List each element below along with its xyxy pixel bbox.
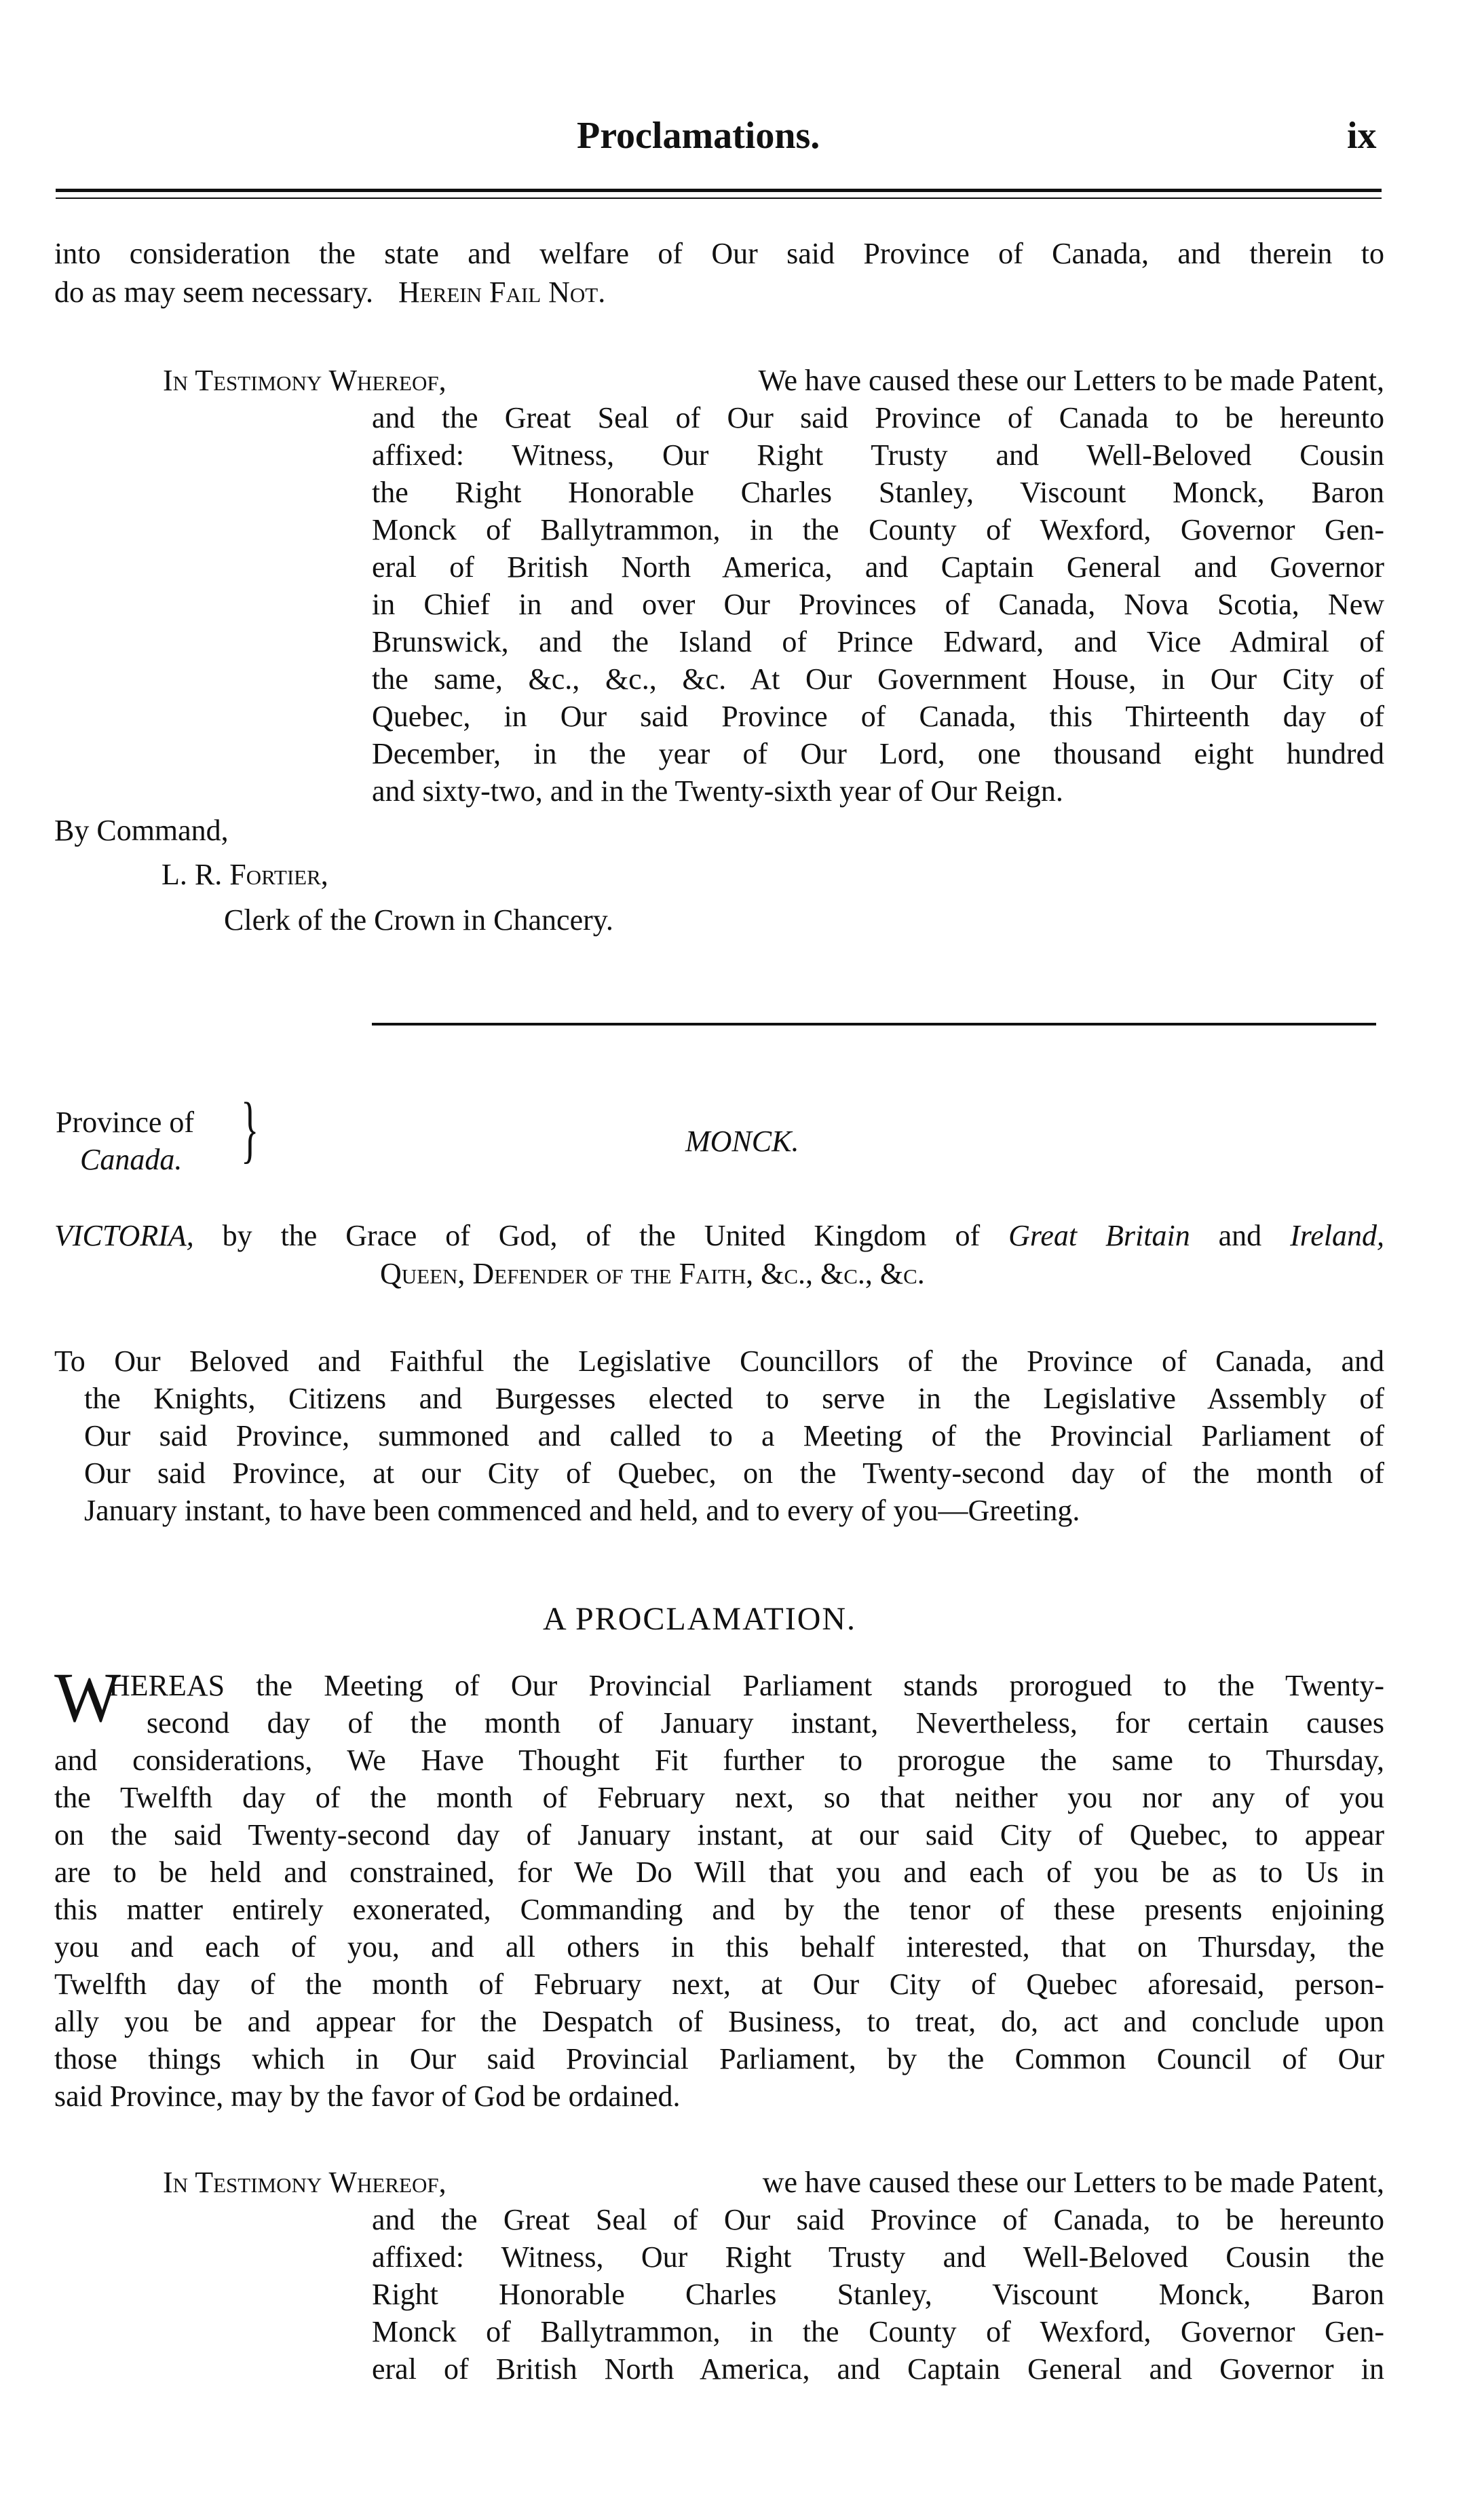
whereas-line: ally you be and appear for the Despatch of Business, to treat, do, act and conclude upon xyxy=(54,2005,1384,2038)
testimony-line: and sixty-two, and in the Twenty-sixth year of Our Reign. xyxy=(372,774,1063,808)
testimony-line: affixed: Witness, Our Right Trusty and Well-Beloved Cousin the xyxy=(372,2240,1384,2274)
testimony-line: Monck of Ballytrammon, in the County of Wexford, Governor Gen- xyxy=(372,2315,1384,2348)
header-rule-thin xyxy=(56,198,1382,199)
section-divider xyxy=(372,1023,1376,1026)
testimony-line: December, in the year of Our Lord, one thousand eight hundred xyxy=(372,737,1384,770)
testimony-line: Right Honorable Charles Stanley, Viscount Monck, Baron xyxy=(372,2278,1384,2311)
whereas-line: on the said Twenty-second day of January instant, at our said City of Quebec, to appear xyxy=(54,1818,1384,1851)
testimony-text: we have caused these our Letters to be made Patent, xyxy=(762,2166,1384,2199)
testimony-line: in Chief in and over Our Provinces of Canada, Nova Scotia, New xyxy=(372,588,1384,621)
victoria-name: VICTORIA, xyxy=(54,1219,194,1252)
testimony-line xyxy=(163,2165,1384,2200)
testimony-line: eral of British North America, and Captain General and Governor in xyxy=(372,2352,1384,2386)
testimony-line: affixed: Witness, Our Right Trusty and Well-Beloved Cousin xyxy=(372,438,1384,472)
signatory-name: L. R. Fortier, xyxy=(162,858,328,891)
ireland: Ireland, xyxy=(1290,1219,1385,1252)
province-label: Province of xyxy=(56,1106,195,1139)
whereas-line: those things which in Our said Provincial Parliament, by the Common Council of Our xyxy=(54,2042,1384,2075)
whereas-line: Twelfth day of the month of February next, at Our City of Quebec aforesaid, person- xyxy=(54,1968,1384,2001)
whereas-line: this matter entirely exonerated, Commanding and by the tenor of these presents enjoining xyxy=(54,1893,1384,1926)
proclamation-title: A PROCLAMATION. xyxy=(543,1601,857,1637)
body-line xyxy=(54,275,605,310)
testimony-line: and the Great Seal of Our said Province of Canada to be hereunto xyxy=(372,401,1384,434)
grace-text: by the Grace of God, of the United Kingdom of xyxy=(222,1219,981,1252)
signatory-title: Clerk of the Crown in Chancery. xyxy=(224,903,613,937)
whereas-line: HEREAS the Meeting of Our Provincial Parliament stands prorogued to the Twenty- xyxy=(109,1669,1384,1702)
victoria-line xyxy=(54,1218,1384,1254)
and-word: and xyxy=(1218,1219,1262,1252)
by-command: By Command, xyxy=(54,814,229,847)
page-header-title: Proclamations. xyxy=(577,115,820,157)
address-line: Our said Province, at our City of Quebec, on the Twenty-second day of the month of xyxy=(84,1456,1384,1490)
testimony-line xyxy=(163,363,1384,398)
whereas-line: the Twelfth day of the month of February next, so that neither you nor any of you xyxy=(54,1781,1384,1814)
address-line: To Our Beloved and Faithful the Legislative Councillors of the Province of Canada, and xyxy=(54,1344,1384,1378)
queen-line: Queen, Defender of the Faith, &c., &c., &c. xyxy=(380,1257,925,1290)
testimony-line: the Right Honorable Charles Stanley, Viscount Monck, Baron xyxy=(372,476,1384,509)
province-canada: Canada. xyxy=(80,1143,183,1176)
address-line: January instant, to have been commenced and held, and to every of you—Greeting. xyxy=(84,1494,1080,1527)
testimony-line: Monck of Ballytrammon, in the County of Wexford, Governor Gen- xyxy=(372,513,1384,546)
header-rule-thick xyxy=(56,189,1382,192)
whereas-line: and considerations, We Have Thought Fit further to prorogue the same to Thursday, xyxy=(54,1744,1384,1777)
address-line: Our said Province, summoned and called to a Meeting of the Provincial Parliament of xyxy=(84,1419,1384,1452)
monck-signature: MONCK. xyxy=(685,1125,799,1158)
testimony-head: In Testimony Whereof, xyxy=(163,364,446,397)
whereas-line: said Province, may by the favor of God be ordained. xyxy=(54,2080,681,2113)
whereas-line: you and each of you, and all others in this behalf interested, that on Thursday, the xyxy=(54,1930,1384,1963)
page-number: ix xyxy=(1347,115,1377,157)
body-text: do as may seem necessary. xyxy=(54,276,373,309)
testimony-line: Brunswick, and the Island of Prince Edward, and Vice Admiral of xyxy=(372,625,1384,658)
testimony-line: Quebec, in Our said Province of Canada, this Thirteenth day of xyxy=(372,700,1384,733)
whereas-dropcap: W xyxy=(54,1659,121,1737)
address-line: the Knights, Citizens and Burgesses elected to serve in the Legislative Assembly of xyxy=(84,1382,1384,1415)
testimony-line: the same, &c., &c., &c. At Our Government House, in Our City of xyxy=(372,662,1384,696)
testimony-text: We have caused these our Letters to be made Patent, xyxy=(758,364,1384,397)
whereas-line: second day of the month of January instant, Nevertheless, for certain causes xyxy=(147,1706,1384,1739)
testimony-line: and the Great Seal of Our said Province of Canada, to be hereunto xyxy=(372,2203,1384,2236)
testimony-head: In Testimony Whereof, xyxy=(163,2166,446,2199)
herein-fail-not: Herein Fail Not. xyxy=(398,276,606,309)
brace-mark: } xyxy=(241,1087,259,1170)
great-britain: Great Britain xyxy=(1008,1219,1190,1252)
whereas-line: are to be held and constrained, for We Do Will that you and each of you be as to Us in xyxy=(54,1856,1384,1889)
testimony-line: eral of British North America, and Captain General and Governor xyxy=(372,550,1384,584)
body-line: into consideration the state and welfare of Our said Province of Canada, and therein to xyxy=(54,237,1384,270)
